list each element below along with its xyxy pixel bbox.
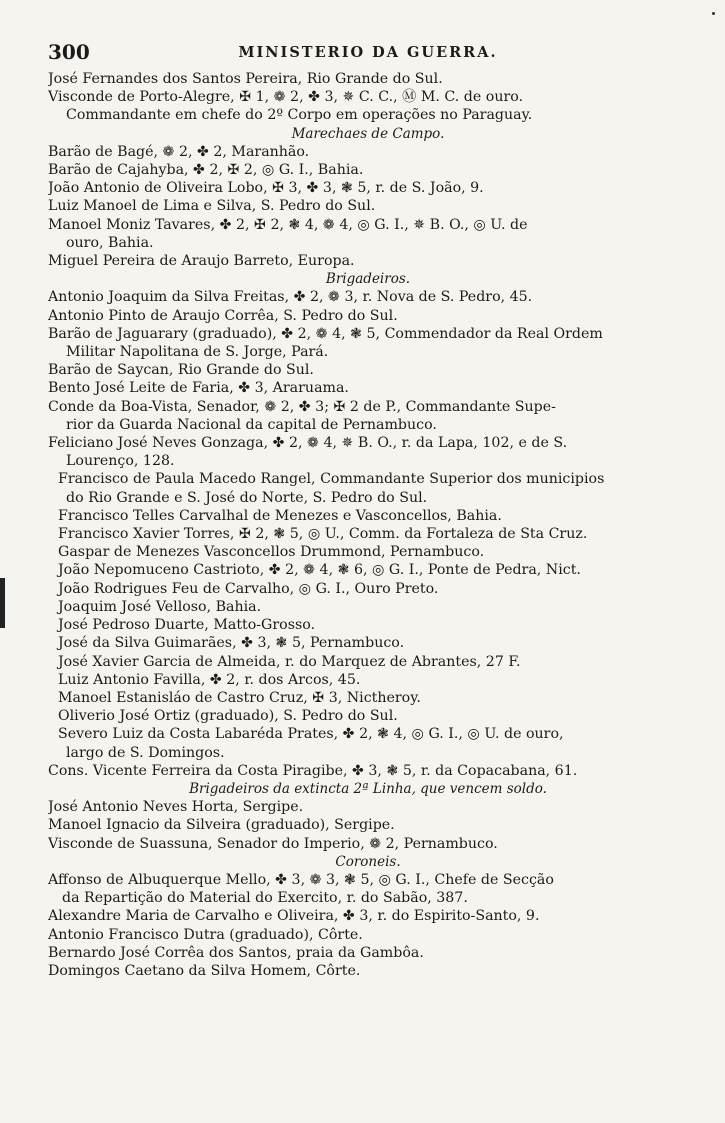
- text-line: João Rodrigues Feu de Carvalho, ◎ G. I., Ouro Preto.: [58, 580, 439, 597]
- text-line: Antonio Pinto de Araujo Corrêa, S. Pedro do Sul.: [48, 307, 398, 324]
- document-page: [48, 40, 688, 980]
- text-line: Barão de Saycan, Rio Grande do Sul.: [48, 362, 314, 379]
- page-number: 300: [48, 40, 90, 64]
- text-line: João Nepomuceno Castrioto, ✤ 2, ❁ 4, ❃ 6, ◎ G. I., Ponte de Pedra, Nict.: [58, 562, 581, 579]
- page-title: MINISTERIO DA GUERRA.: [238, 44, 498, 61]
- section-heading: Marechaes de Campo.: [291, 125, 445, 142]
- text-line: Militar Napolitana de S. Jorge, Pará.: [66, 344, 329, 361]
- text-line: José Xavier Garcia de Almeida, r. do Marquez de Abrantes, 27 F.: [58, 653, 521, 670]
- text-line: Francisco Xavier Torres, ✠ 2, ❃ 5, ◎ U., Comm. da Fortaleza de Sta Cruz.: [58, 526, 588, 543]
- text-line: Joaquim José Velloso, Bahia.: [58, 598, 262, 615]
- text-line: Miguel Pereira de Araujo Barreto, Europa.: [48, 253, 355, 270]
- text-line: Barão de Jaguarary (graduado), ✤ 2, ❁ 4, ❃ 5, Commendador da Real Ordem: [48, 325, 603, 342]
- text-line: Bernardo José Corrêa dos Santos, praia da Gambôa.: [48, 944, 424, 961]
- text-line: Affonso de Albuquerque Mello, ✤ 3, ❁ 3, ❃ 5, ◎ G. I., Chefe de Secção: [48, 871, 554, 888]
- text-line: Feliciano José Neves Gonzaga, ✤ 2, ❁ 4, ✵ B. O., r. da Lapa, 102, e de S.: [48, 435, 568, 452]
- text-line: Antonio Francisco Dutra (graduado), Côrte.: [48, 926, 363, 943]
- ink-speck: [712, 12, 715, 15]
- text-line: Manoel Estanisláo de Castro Cruz, ✠ 3, Nictheroy.: [58, 689, 421, 706]
- text-line: Barão de Cajahyba, ✤ 2, ✠ 2, ◎ G. I., Bahia.: [48, 162, 364, 179]
- text-line: José Antonio Neves Horta, Sergipe.: [48, 799, 304, 816]
- text-line: rior da Guarda Nacional da capital de Pernambuco.: [66, 416, 437, 433]
- text-line: Manoel Moniz Tavares, ✤ 2, ✠ 2, ❃ 4, ❁ 4, ◎ G. I., ✵ B. O., ◎ U. de: [48, 216, 528, 233]
- text-line: Domingos Caetano da Silva Homem, Côrte.: [48, 962, 361, 979]
- text-line: José Pedroso Duarte, Matto-Grosso.: [58, 617, 316, 634]
- text-line: Visconde de Suassuna, Senador do Imperio, ❁ 2, Pernambuco.: [48, 835, 498, 852]
- text-line: da Repartição do Material do Exercito, r. do Sabão, 387.: [62, 890, 468, 907]
- text-line: Luiz Manoel de Lima e Silva, S. Pedro do Sul.: [48, 198, 376, 215]
- text-line: Lourenço, 128.: [66, 453, 175, 470]
- text-line: José Fernandes dos Santos Pereira, Rio Grande do Sul.: [48, 71, 443, 87]
- section-heading: Coroneis.: [335, 853, 401, 870]
- text-line: ouro, Bahia.: [66, 234, 154, 251]
- text-line: Antonio Joaquim da Silva Freitas, ✤ 2, ❁ 3, r. Nova de S. Pedro, 45.: [48, 289, 533, 306]
- text-body: [48, 70, 688, 980]
- section-heading: Brigadeiros.: [325, 271, 411, 288]
- text-line: Visconde de Porto-Alegre, ✠ 1, ❁ 2, ✤ 3, ✵ C. C., Ⓜ M. C. de ouro.: [48, 89, 524, 106]
- text-line: João Antonio de Oliveira Lobo, ✠ 3, ✤ 3, ❃ 5, r. de S. João, 9.: [48, 180, 484, 197]
- text-line: Francisco de Paula Macedo Rangel, Commandante Superior dos municipios: [58, 471, 605, 488]
- text-line: Manoel Ignacio da Silveira (graduado), Sergipe.: [48, 817, 395, 834]
- text-line: Conde da Boa-Vista, Senador, ❁ 2, ✤ 3; ✠ 2 de P., Commandante Supe-: [48, 398, 556, 415]
- text-line: Severo Luiz da Costa Labaréda Prates, ✤ 2, ❃ 4, ◎ G. I., ◎ U. de ouro,: [58, 726, 564, 743]
- text-line: Alexandre Maria de Carvalho e Oliveira, ✤ 3, r. do Espirito-Santo, 9.: [48, 908, 540, 925]
- text-line: Cons. Vicente Ferreira da Costa Piragibe, ✤ 3, ❃ 5, r. da Copacabana, 61.: [48, 762, 578, 779]
- text-line: do Rio Grande e S. José do Norte, S. Pedro do Sul.: [66, 489, 428, 506]
- section-heading: Brigadeiros da extincta 2ª Linha, que vencem soldo.: [189, 780, 547, 797]
- text-line: Barão de Bagé, ❁ 2, ✤ 2, Maranhão.: [48, 143, 310, 160]
- text-line: Bento José Leite de Faria, ✤ 3, Araruama.: [48, 380, 349, 397]
- margin-mark: [0, 578, 5, 628]
- text-line: largo de S. Domingos.: [66, 744, 225, 761]
- text-line: Oliverio José Ortiz (graduado), S. Pedro do Sul.: [58, 708, 398, 725]
- text-line: Francisco Telles Carvalhal de Menezes e Vasconcellos, Bahia.: [58, 507, 502, 524]
- text-line: Commandante em chefe do 2º Corpo em operações no Paraguay.: [66, 107, 533, 124]
- page-header: [48, 40, 688, 70]
- text-line: Luiz Antonio Favilla, ✤ 2, r. dos Arcos, 45.: [58, 671, 361, 688]
- text-line: José da Silva Guimarães, ✤ 3, ❃ 5, Pernambuco.: [58, 635, 405, 652]
- text-line: Gaspar de Menezes Vasconcellos Drummond, Pernambuco.: [58, 544, 485, 561]
